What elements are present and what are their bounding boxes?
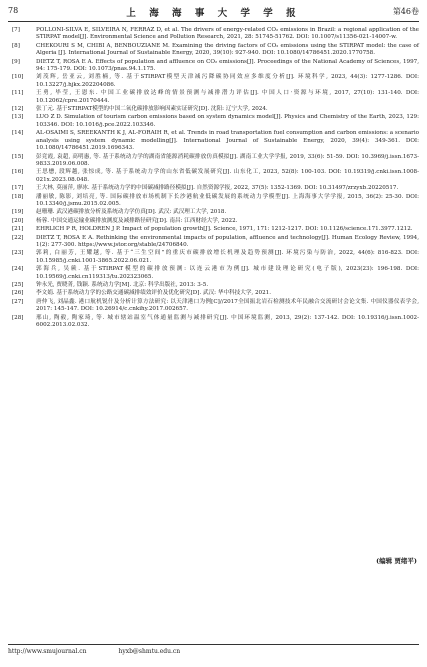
reference-item [8, 74, 419, 89]
reference-item [8, 43, 419, 58]
reference-text: 唐仲飞, 刘晶鑫. 港口航机锐什及分析计算方法研究: 以天津港口为例[C]//2017全国振北岩石检测技术年民融合交流研讨会论文集. 中国仪器仪表学会, 2017: 145-147. DOI: 10.26914/c.cnkihy.2017.002657. [36, 298, 419, 313]
journal-website[interactable]: http://www.smujournal.cn [8, 648, 87, 655]
reference-item [8, 218, 419, 225]
reference-number: [22] [12, 234, 24, 241]
reference-number: [17] [12, 185, 24, 192]
reference-item [8, 282, 419, 289]
reference-text: EHRLICH P R, HOLDREN J P. Impact of population growth[J]. Science, 1971, 171: 1212-1217. DOI: 10.1126/science.171.3977.1212. [36, 226, 413, 233]
reference-text: DIETZ T, ROSA E A. Effects of population and affluence on CO₂ emissions[J]. Proceedings of the National Academy of Sciences, 1997, 94: 175-179. DOI: 10.1073/pnas.94.1.175. [36, 58, 419, 73]
reference-text: 杨蓉. 中国交通运输业碳排放测度及减排路径研究[D]. 南昌: 江西财经大学, 2022. [36, 217, 238, 224]
reference-number: [25] [12, 282, 24, 288]
journal-title: 上 海 海 事 大 学 学 报 [126, 8, 301, 19]
reference-item [8, 235, 419, 250]
reference-number: [8] [12, 42, 20, 49]
reference-item [8, 106, 419, 113]
reference-text: 王思懋, 段辉越, 张惊成, 等. 基于系统动力学的山东省低碳发展研究[J]. 山东化工, 2023, 52(8): 100-103. DOI: 10.19319/j.cnki.issn.1008-021x.2023.08.048. [36, 169, 419, 183]
page-number: 78 [8, 6, 19, 15]
reference-text: 彭竞霞, 袁超, 高明惠, 等. 基于系统动力学的湖南省能源消耗碳排放仿真模拟[J]. 湖南工业大学学报, 2019, 33(6): 51-59. DOI: 10.3969/j.issn.1673-9833.2019.06.008. [36, 153, 419, 167]
reference-number: [26] [12, 290, 24, 297]
reference-item [8, 130, 419, 152]
reference-text: DIETZ T, ROSA E A. Rethinking the environmental impacts of population, affluence and technology[J]. Human Ecology Review, 1994, 1(2): 277-300. https://www.jstor.org/stable/24706840. [36, 234, 419, 248]
editor-note: (编辑 贾绪平) [376, 557, 417, 565]
reference-item [8, 154, 419, 169]
reference-number: [11] [12, 90, 24, 97]
reference-text: 张丁元. 基于STIRPAT模型的中国二氧化碳排放影响因素实证研究[D]. 沈阳: 辽宁大学, 2024. [36, 106, 268, 113]
reference-text: 刘茂辉, 岳亚云, 刘胜楠, 等. 基于STIRPAT模型天津减污降碳协同效应多维度分析[J]. 环境科学, 2023, 44(3): 1277-1286. DOI: 10.13227/j.hjkx.202204086. [36, 74, 419, 88]
reference-item [8, 114, 419, 129]
reference-number: [23] [12, 250, 24, 257]
header-rule [8, 21, 419, 22]
reference-item [8, 226, 419, 233]
journal-email[interactable]: hyxb@shmtu.edu.cn [118, 648, 181, 655]
reference-number: [13] [12, 114, 24, 121]
reference-text: 钟永光, 贾晓菁, 钱颖. 系统动力学[M]. 北京: 科学出版社, 2013: 3-5. [36, 282, 209, 288]
reference-number: [12] [12, 106, 24, 113]
reference-text: 郭海兵, 吴蕨. 基于STIRPAT模型的碳排放预测: 以连云港市为例[J]. 城市建设理论研究(电子版), 2023(23): 196-198. DOI: 10.19569/j.cnki.cn119313/tu.202323065. [36, 266, 419, 280]
reference-number: [27] [12, 298, 24, 305]
reference-number: [28] [12, 314, 24, 321]
reference-number: [16] [12, 169, 24, 176]
reference-item [8, 90, 419, 105]
reference-text: 王勇, 毕莹, 王恩东. 中国工业碳排放达峰的情景预测与减排潜力评估[J]. 中国人口·资源与环境, 2017, 27(10): 131-140. DOI: 10.12062/cpre.20170444. [36, 90, 419, 104]
reference-item [8, 194, 419, 209]
reference-item [8, 169, 419, 184]
reference-text: 潘丽敏, 陈影, 刘培亮, 等. 国际碳排放市场机制下长沙港航业低碳发展的系统动力学模型[J]. 上海海事大学学报, 2015, 36(2): 25-30. DOI: 10.13340/j.jsmu.2015.02.005. [36, 193, 419, 207]
reference-text: 邢山, 陶毅, 陶家琦, 等. 城市辖站温室气体通量监测与减排研究[J]. 中国环境监测, 2013, 29(2): 137-142. DOI: 10.19316/j.issn.1002-6002.2013.02.032. [36, 314, 419, 329]
reference-item [8, 209, 419, 216]
reference-text: 李文娟. 基于系统动力学的公路交通碳減排绩效评价及优化研究[D]. 武汉: 华中科技大学, 2021. [36, 290, 271, 297]
reference-list [8, 27, 419, 330]
reference-text: CHEKOURI S M, CHIBI A, BENBOUZIANE M. Examining the driving factors of CO₂ emissions using the STIRPAT model: the case of Algeria [J]. International Journal of Sustainable Energy, 2020, 39(10): 927-940. DOI: 10.1080/14786451.2020.1770758. [36, 42, 419, 57]
page-footer [8, 644, 419, 655]
reference-text: 郭莉, 白丽芳, 王耀越, 等. 基于“三生空间”的重庆市碳排放增长机理及趋势预测[J]. 环境污染与防治, 2022, 44(6): 816-823. DOI: 10.15985/j.cnki.1001-3865.2022.06.021. [36, 250, 419, 264]
reference-number: [20] [12, 217, 24, 224]
reference-number: [10] [12, 74, 24, 81]
reference-text: POLLONI-SILVA E, SILVEIRA N, FERRAZ D, et al. The drivers of energy-related CO₂ emissions in Brazil: a regional application of the STIRPAT model[J]. Environmental Science and Pollution Research, 2021, 28: 51745-51762. DOI: 10.1007/s11356-021-14007-w. [36, 27, 419, 41]
page-header [8, 4, 419, 20]
volume-label: 第46卷 [392, 7, 419, 16]
reference-number: [24] [12, 266, 24, 273]
reference-item [8, 290, 419, 297]
footer-rule [8, 644, 419, 645]
reference-item [8, 250, 419, 265]
reference-item [8, 299, 419, 314]
reference-number: [15] [12, 153, 24, 160]
reference-number: [21] [12, 226, 24, 233]
reference-item [8, 27, 419, 42]
reference-number: [18] [12, 193, 24, 200]
reference-text: 赵珊珊. 武汉港碳排放分析及系统动力学仿真[D]. 武汉: 武汉理工大学, 2018. [36, 209, 227, 216]
reference-number: [14] [12, 130, 24, 137]
reference-item [8, 59, 419, 74]
reference-text: LUO Z D. Simulation of tourism carbon emissions based on system dynamics model[J]. Physics and Chemistry of the Earth, 2023, 129: 103346. DOI: 10.1016/j.pce.2022.103346. [36, 114, 419, 128]
reference-item [8, 185, 419, 192]
reference-text: 王大林, 莫丽萍, 廖冰. 基于系统动力学的中国碳减排路径模拟[J]. 自然资源学报, 2022, 37(5): 1352-1369. DOI: 10.31497/zrzyxb.20220517. [36, 185, 399, 192]
reference-number: [19] [12, 209, 24, 216]
reference-number: [9] [12, 58, 20, 65]
reference-number: [7] [12, 27, 20, 33]
reference-text: AL-OSAIMI S, SREEKANTH K J, AL-FORAIH R, et al. Trends in road transportation fuel consumption and carbon emissions: a scenario analysis using system dynamic modelling[J]. International Journal of Sustainable Energy, 2020, 39(4): 349-361. DOI: 10.1080/14786451.2019.1696343. [36, 130, 419, 152]
reference-item [8, 315, 419, 330]
reference-item [8, 266, 419, 281]
